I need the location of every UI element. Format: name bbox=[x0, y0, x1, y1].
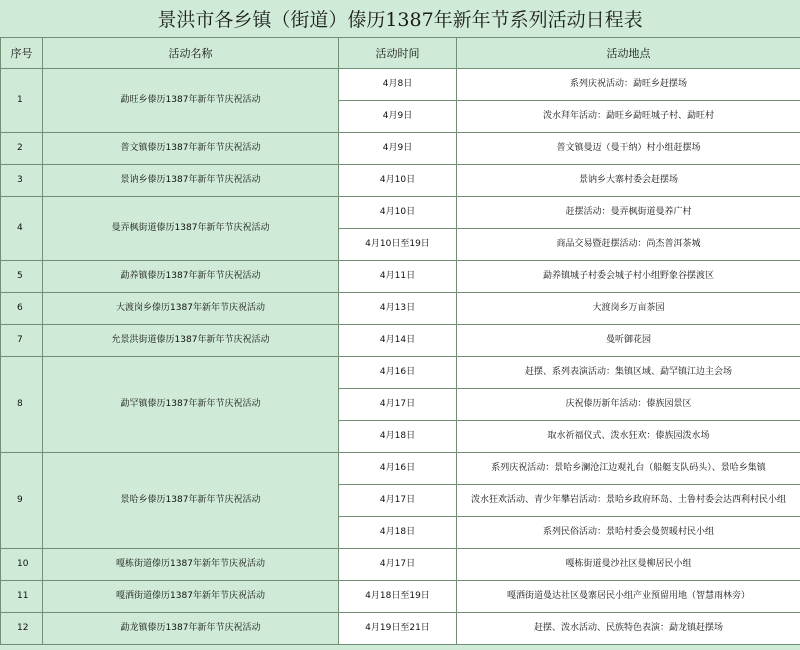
table-row bbox=[1, 613, 800, 645]
row-activity-time: 4月18日 bbox=[339, 517, 457, 549]
row-activity-place: 赶摆、系列表演活动：集镇区域、勐罕镇江边主会场 bbox=[457, 357, 800, 389]
row-activity-name: 大渡岗乡傣历1387年新年节庆祝活动 bbox=[43, 293, 339, 325]
row-activity-time: 4月11日 bbox=[339, 261, 457, 293]
row-activity-time: 4月17日 bbox=[339, 485, 457, 517]
header-activity-name: 活动名称 bbox=[43, 38, 339, 69]
row-seq: 9 bbox=[1, 453, 43, 549]
header-activity-time: 活动时间 bbox=[339, 38, 457, 69]
row-activity-place: 泼水拜年活动：勐旺乡勐旺城子村、勐旺村 bbox=[457, 101, 800, 133]
row-activity-place: 大渡岗乡万亩茶园 bbox=[457, 293, 800, 325]
table-row bbox=[1, 69, 800, 101]
row-activity-name: 嘎栋街道傣历1387年新年节庆祝活动 bbox=[43, 549, 339, 581]
row-activity-time: 4月19日至21日 bbox=[339, 613, 457, 645]
row-activity-place: 系列庆祝活动：勐旺乡赶摆场 bbox=[457, 69, 800, 101]
row-seq: 1 bbox=[1, 69, 43, 133]
row-activity-name: 景讷乡傣历1387年新年节庆祝活动 bbox=[43, 165, 339, 197]
row-activity-time: 4月9日 bbox=[339, 101, 457, 133]
table-row bbox=[1, 197, 800, 229]
row-activity-name: 勐罕镇傣历1387年新年节庆祝活动 bbox=[43, 357, 339, 453]
row-activity-time: 4月10日至19日 bbox=[339, 229, 457, 261]
row-seq: 5 bbox=[1, 261, 43, 293]
row-activity-time: 4月18日至19日 bbox=[339, 581, 457, 613]
row-activity-name: 普文镇傣历1387年新年节庆祝活动 bbox=[43, 133, 339, 165]
row-activity-place: 赶摆活动：曼弄枫街道曼养广村 bbox=[457, 197, 800, 229]
table-row bbox=[1, 581, 800, 613]
row-activity-place: 嘎栋街道曼沙社区曼柳居民小组 bbox=[457, 549, 800, 581]
schedule-table bbox=[0, 37, 800, 645]
row-activity-time: 4月10日 bbox=[339, 197, 457, 229]
row-activity-name: 允景洪街道傣历1387年新年节庆祝活动 bbox=[43, 325, 339, 357]
row-activity-time: 4月17日 bbox=[339, 389, 457, 421]
row-seq: 10 bbox=[1, 549, 43, 581]
row-seq: 6 bbox=[1, 293, 43, 325]
row-seq: 11 bbox=[1, 581, 43, 613]
row-activity-place: 系列庆祝活动：景哈乡澜沧江边观礼台（船艇支队码头）、景哈乡集镇 bbox=[457, 453, 800, 485]
row-activity-place: 嘎洒街道曼达社区曼寨居民小组产业预留用地（智慧雨林旁） bbox=[457, 581, 800, 613]
row-seq: 2 bbox=[1, 133, 43, 165]
table-row bbox=[1, 549, 800, 581]
row-seq: 3 bbox=[1, 165, 43, 197]
table-row bbox=[1, 261, 800, 293]
table-row bbox=[1, 357, 800, 389]
row-activity-time: 4月18日 bbox=[339, 421, 457, 453]
row-activity-name: 嘎洒街道傣历1387年新年节庆祝活动 bbox=[43, 581, 339, 613]
row-activity-place: 商品交易暨赶摆活动：尚杰普洱茶城 bbox=[457, 229, 800, 261]
row-activity-name: 景哈乡傣历1387年新年节庆祝活动 bbox=[43, 453, 339, 549]
row-activity-time: 4月10日 bbox=[339, 165, 457, 197]
row-activity-place: 景讷乡大寨村委会赶摆场 bbox=[457, 165, 800, 197]
row-activity-time: 4月8日 bbox=[339, 69, 457, 101]
row-activity-time: 4月14日 bbox=[339, 325, 457, 357]
row-activity-name: 勐旺乡傣历1387年新年节庆祝活动 bbox=[43, 69, 339, 133]
header-seq: 序号 bbox=[1, 38, 43, 69]
row-activity-place: 曼听御花园 bbox=[457, 325, 800, 357]
row-activity-time: 4月9日 bbox=[339, 133, 457, 165]
row-seq: 4 bbox=[1, 197, 43, 261]
row-activity-place: 勐养镇城子村委会城子村小组野象谷摆渡区 bbox=[457, 261, 800, 293]
table-row bbox=[1, 293, 800, 325]
row-seq: 12 bbox=[1, 613, 43, 645]
row-activity-place: 赶摆、泼水活动、民族特色表演：勐龙镇赶摆场 bbox=[457, 613, 800, 645]
row-activity-place: 庆祝傣历新年活动：傣族园景区 bbox=[457, 389, 800, 421]
row-activity-place: 系列民俗活动：景哈村委会曼贺暖村民小组 bbox=[457, 517, 800, 549]
table-row bbox=[1, 133, 800, 165]
table-row bbox=[1, 453, 800, 485]
row-activity-place: 取水祈福仪式、泼水狂欢：傣族园泼水场 bbox=[457, 421, 800, 453]
row-activity-place: 泼水狂欢活动、青少年攀岩活动：景哈乡政府环岛、土鲁村委会达西利村民小组 bbox=[457, 485, 800, 517]
row-activity-time: 4月17日 bbox=[339, 549, 457, 581]
header-activity-place: 活动地点 bbox=[457, 38, 800, 69]
header-row bbox=[1, 38, 800, 69]
row-activity-time: 4月16日 bbox=[339, 453, 457, 485]
table-row bbox=[1, 325, 800, 357]
table-row bbox=[1, 165, 800, 197]
row-seq: 8 bbox=[1, 357, 43, 453]
row-activity-name: 勐养镇傣历1387年新年节庆祝活动 bbox=[43, 261, 339, 293]
page-title: 景洪市各乡镇（街道）傣历1387年新年节系列活动日程表 bbox=[0, 0, 800, 38]
row-activity-time: 4月16日 bbox=[339, 357, 457, 389]
row-activity-time: 4月13日 bbox=[339, 293, 457, 325]
row-activity-name: 勐龙镇傣历1387年新年节庆祝活动 bbox=[43, 613, 339, 645]
schedule-body bbox=[1, 69, 800, 645]
row-activity-place: 普文镇曼迈（曼干纳）村小组赶摆场 bbox=[457, 133, 800, 165]
row-seq: 7 bbox=[1, 325, 43, 357]
row-activity-name: 曼弄枫街道傣历1387年新年节庆祝活动 bbox=[43, 197, 339, 261]
